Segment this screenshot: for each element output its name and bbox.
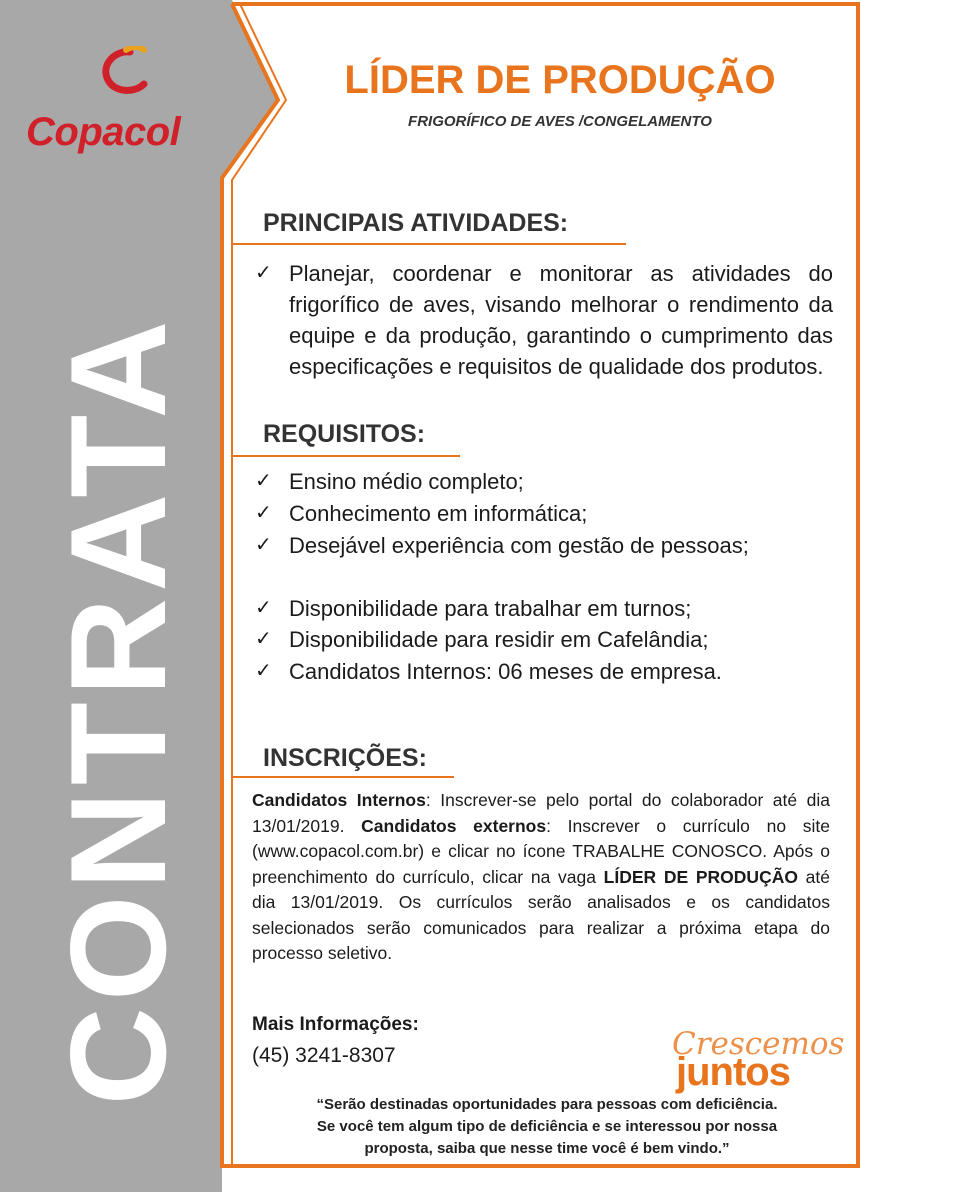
requirement-text: Disponibilidade para trabalhar em turnos; (289, 596, 692, 621)
internal-candidates-text: : Inscrever-se pelo portal do colaborador até dia 13/01/2019. (252, 790, 830, 836)
slogan-line2: juntos (676, 1050, 790, 1094)
pcd-note-line: Se você tem algum tipo de deficiência e se interessou por nossa (316, 1118, 778, 1135)
more-info-label: Mais Informações: (252, 1014, 419, 1035)
registration-text (252, 788, 830, 967)
check-icon: ✓ (255, 262, 272, 284)
check-icon: ✓ (255, 470, 272, 492)
registration-underline (232, 776, 454, 778)
pcd-note-line: proposta, saiba que nesse time você é bem vindo.” (364, 1140, 730, 1157)
requirements-heading: REQUISITOS: (263, 420, 426, 448)
requirement-item (255, 498, 833, 529)
activities-heading: PRINCIPAIS ATIVIDADES: (263, 209, 569, 237)
requirement-text: Candidatos Internos: 06 meses de empresa. (289, 659, 722, 684)
requirement-text: Desejável experiência com gestão de pessoas; (289, 533, 749, 558)
slogan-line1: Crescemos (672, 1026, 845, 1062)
internal-candidates-label: Candidatos Internos (252, 790, 426, 810)
requirement-item (255, 530, 833, 592)
job-name-inline: LÍDER DE PRODUÇÃO (603, 866, 798, 887)
job-title: LÍDER DE PRODUÇÃO (344, 58, 776, 102)
check-icon: ✓ (255, 660, 272, 682)
requirement-item (255, 624, 833, 655)
external-candidates-text-end: até dia 13/01/2019. Os currículos serão analisados e os candidatos selecionados serão comunicados para realizar a próxima etapa do processo seletivo. (252, 866, 830, 963)
activities-underline (232, 243, 626, 245)
copacol-logo-text: Copacol (26, 110, 181, 154)
requirement-text: Ensino médio completo; (289, 469, 524, 494)
requirement-text: Disponibilidade para residir em Cafelândia; (289, 627, 709, 652)
requirement-item (255, 656, 833, 687)
job-subtitle: FRIGORÍFICO DE AVES /CONGELAMENTO (408, 113, 712, 130)
check-icon: ✓ (255, 534, 272, 556)
check-icon: ✓ (255, 502, 272, 524)
check-icon: ✓ (255, 597, 272, 619)
requirement-item (255, 593, 833, 624)
pcd-note (252, 1094, 842, 1160)
registration-heading: INSCRIÇÕES: (263, 744, 427, 772)
pcd-note-line: “Serão destinadas oportunidades para pessoas com deficiência. (316, 1096, 778, 1113)
activity-text: Planejar, coordenar e monitorar as atividades do frigorífico de aves, visando melhorar o rendimento da equipe e da produção, garantindo o cumprimento das especificações e requisitos de qualidade dos produtos. (289, 261, 833, 379)
requirement-text: Conhecimento em informática; (289, 501, 588, 526)
external-candidates-label: Candidatos externos (361, 815, 547, 836)
copacol-logo-icon (86, 46, 166, 106)
requirement-item (255, 466, 833, 497)
requirements-underline (232, 455, 460, 457)
phone-number: (45) 3241-8307 (252, 1044, 396, 1067)
contrata-text: CONTRATA (42, 314, 194, 1106)
check-icon: ✓ (255, 628, 272, 650)
external-candidates-text: : Inscrever o currículo no site (www.copacol.com.br) e clicar no ícone TRABALHE CONOSCO. Após o preenchimento do currículo, clicar na vaga (252, 815, 830, 887)
